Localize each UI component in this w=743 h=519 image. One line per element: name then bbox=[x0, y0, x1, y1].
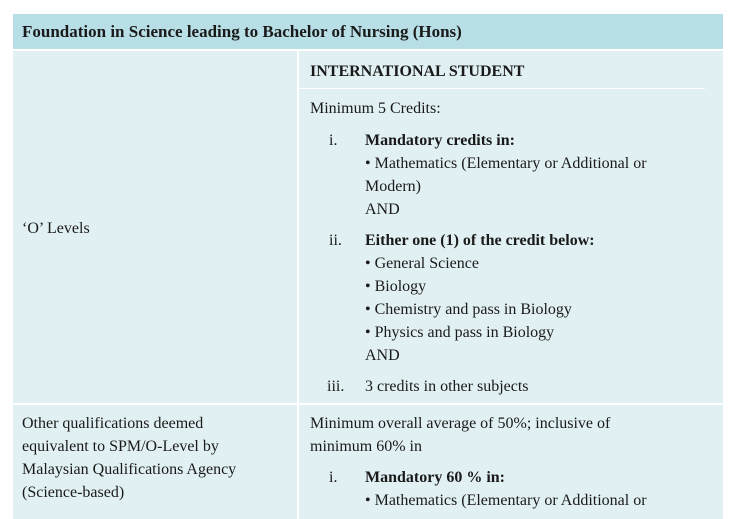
other-qualifications-line: equivalent to SPM/O-Level by bbox=[22, 438, 219, 455]
minimum-average-intro-cont: minimum 60% in bbox=[310, 438, 422, 455]
list-item: • Biology bbox=[365, 278, 427, 295]
and-label: AND bbox=[365, 201, 400, 218]
minimum-credits-intro: Minimum 5 Credits: bbox=[310, 100, 441, 117]
list-item-continuation: Modern) bbox=[365, 178, 421, 195]
other-qualifications-line: (Science-based) bbox=[22, 484, 125, 501]
other-qualifications-line: Malaysian Qualifications Agency bbox=[22, 461, 237, 478]
list-item: • Mathematics (Elementary or Additional or bbox=[365, 492, 647, 509]
international-student-subheader: INTERNATIONAL STUDENT bbox=[310, 63, 525, 80]
item-numeral: ii. bbox=[329, 232, 342, 249]
column-divider bbox=[297, 51, 299, 519]
program-title: Foundation in Science leading to Bachelor of Nursing (Hons) bbox=[22, 22, 462, 41]
either-one-title: Either one (1) of the credit below: bbox=[365, 232, 595, 249]
list-item: • Chemistry and pass in Biology bbox=[365, 301, 572, 318]
mandatory-credits-title: Mandatory credits in: bbox=[365, 132, 515, 149]
other-qualifications-line: Other qualifications deemed bbox=[22, 415, 204, 432]
list-item: • Physics and pass in Biology bbox=[365, 324, 555, 341]
mandatory-60-title: Mandatory 60 % in: bbox=[365, 469, 505, 486]
table-header bbox=[13, 14, 723, 51]
and-label: AND bbox=[365, 347, 400, 364]
minimum-average-intro: Minimum overall average of 50%; inclusive of bbox=[310, 415, 611, 432]
list-item: • Mathematics (Elementary or Additional or bbox=[365, 155, 647, 172]
row-divider bbox=[13, 403, 723, 405]
o-levels-label: ‘O’ Levels bbox=[22, 220, 90, 237]
item-numeral: i. bbox=[329, 469, 338, 486]
list-item: • General Science bbox=[365, 255, 479, 272]
item-numeral: iii. bbox=[327, 378, 345, 395]
subheader-divider bbox=[299, 88, 705, 89]
other-subjects-text: 3 credits in other subjects bbox=[365, 378, 529, 395]
item-numeral: i. bbox=[329, 132, 338, 149]
